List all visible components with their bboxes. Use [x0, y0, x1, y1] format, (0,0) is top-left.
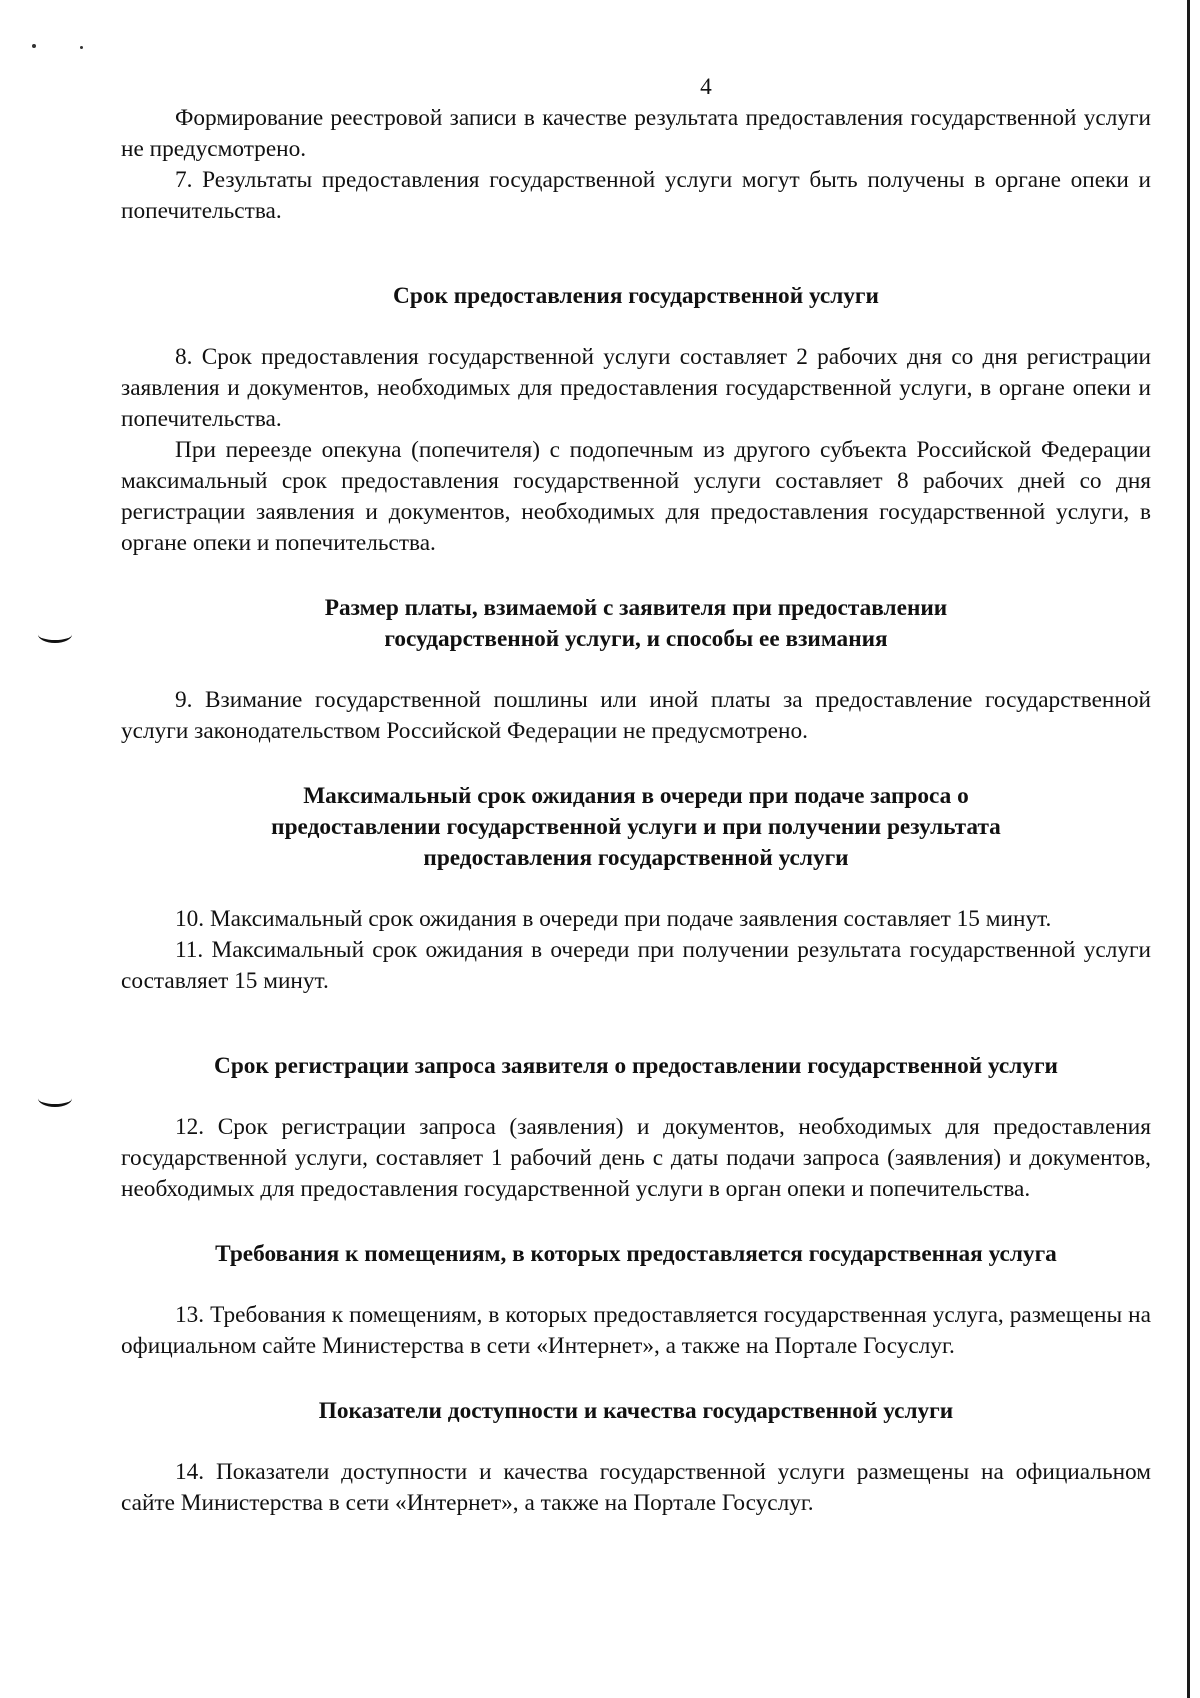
heading-line: Срок предоставления государственной услуги [393, 283, 879, 309]
heading-availability-quality [121, 1396, 1151, 1427]
heading-fee [121, 593, 1151, 655]
paragraph-registry-record: Формирование реестровой записи в качестве результата предоставления государственной услуги не предусмотрено. [121, 105, 1151, 162]
paragraph-14: 14. Показатели доступности и качества государственной услуги размещены на официальном сайте Министерства в сети «Интернет», а также на Портале Госуслуг. [121, 1459, 1151, 1516]
heading-line: предоставлении государственной услуги и при получении результата [271, 814, 1001, 840]
heading-queue-time [121, 781, 1151, 874]
scan-edge-line [1187, 0, 1190, 1698]
heading-premises [121, 1239, 1151, 1270]
heading-line: Размер платы, взимаемой с заявителя при предоставлении [324, 595, 948, 621]
page-number: 4 [700, 74, 712, 100]
heading-line: Требования к помещениям, в которых предоставляется государственная услуга [215, 1241, 1057, 1267]
scan-speck [80, 46, 83, 49]
heading-line: Максимальный срок ожидания в очереди при подаче запроса о [303, 783, 969, 809]
heading-line: предоставления государственной услуги [423, 845, 849, 871]
paragraph-11: 11. Максимальный срок ожидания в очереди при получении результата государственной услуги составляет 15 минут. [121, 937, 1151, 994]
paragraph-9: 9. Взимание государственной пошлины или иной платы за предоставление государственной услуги законодательством Российской Федерации не предусмотрено. [121, 687, 1151, 744]
document-body [121, 72, 1151, 1519]
heading-service-term [121, 281, 1151, 312]
heading-line: Показатели доступности и качества государственной услуги [318, 1398, 954, 1424]
paragraph-8: 8. Срок предоставления государственной услуги составляет 2 рабочих дня со дня регистрации заявления и документов, необходимых для предоставления государственной услуги, в органе опеки и попечительства. [121, 344, 1151, 432]
paragraph-8-relocation: При переезде опекуна (попечителя) с подопечным из другого субъекта Российской Федерации максимальный срок предоставления государственной услуги составляет 8 рабочих дней со дня регистрации заявления и документов, необходимых для предоставления государственной услуги, в органе опеки и попечительства. [121, 437, 1151, 556]
paragraph-12: 12. Срок регистрации запроса (заявления) и документов, необходимых для предоставления государственной услуги, составляет 1 рабочий день с даты подачи запроса (заявления) и документов, необходимых для предоставления государственной услуги в орган опеки и попечительства. [121, 1114, 1151, 1202]
scan-mark [38, 626, 72, 643]
paragraph-10: 10. Максимальный срок ожидания в очереди при подаче заявления составляет 15 минут. [175, 906, 1052, 932]
paragraph-7: 7. Результаты предоставления государственной услуги могут быть получены в органе опеки и попечительства. [121, 167, 1151, 224]
scan-speck [32, 44, 36, 48]
heading-line: государственной услуги, и способы ее взимания [384, 626, 888, 652]
heading-registration-term [121, 1051, 1151, 1082]
heading-line: Срок регистрации запроса заявителя о предоставлении государственной услуги [214, 1053, 1058, 1079]
paragraph-13: 13. Требования к помещениям, в которых предоставляется государственная услуга, размещены на официальном сайте Министерства в сети «Интернет», а также на Портале Госуслуг. [121, 1302, 1151, 1359]
scan-mark [38, 1090, 72, 1107]
